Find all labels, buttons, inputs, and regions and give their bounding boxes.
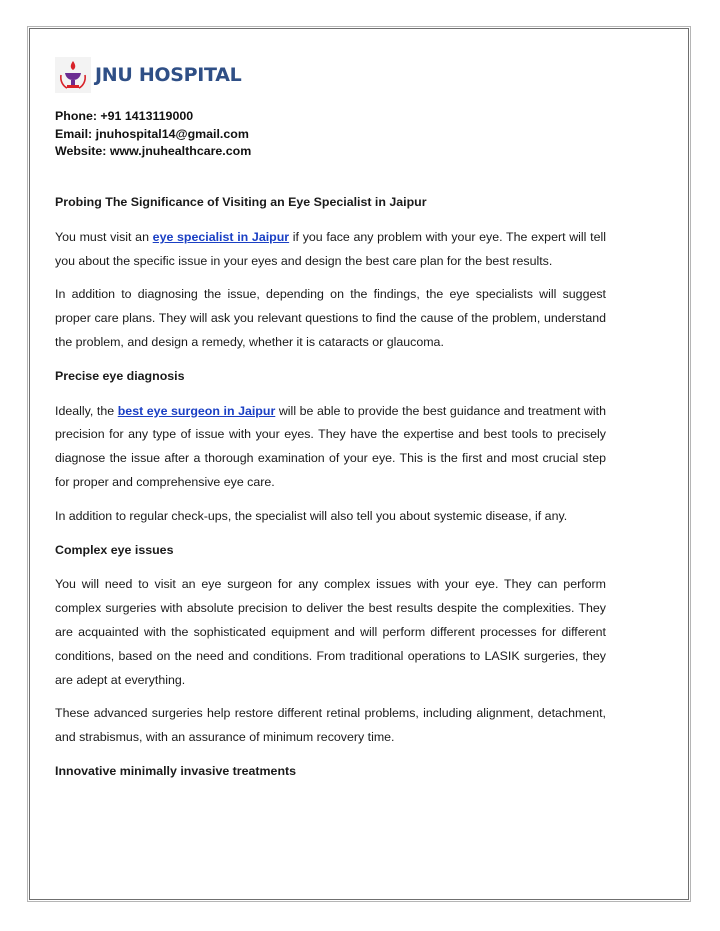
phone-line: Phone: +91 1413119000: [55, 109, 194, 123]
heading-complex-issues: Complex eye issues: [55, 542, 174, 557]
hospital-logo: [55, 57, 241, 93]
paragraph-diagnosis-intro: In addition to diagnosing the issue, depending on the findings, the eye specialists will suggest proper care plans. They will ask you relevant questions to find the cause of the problem, understand the problem, and design a remedy, whether it is cataracts or glaucoma.: [55, 287, 606, 349]
email-line: Email: jnuhospital14@gmail.com: [55, 126, 249, 141]
article-body: [55, 191, 606, 795]
website-line: Website: www.jnuhealthcare.com: [55, 144, 252, 158]
intro-text-before: You must visit an: [55, 229, 153, 244]
paragraph-intro: [55, 226, 606, 274]
best-eye-surgeon-link[interactable]: best eye surgeon in Jaipur: [117, 403, 276, 418]
lamp-logo-icon: [55, 57, 91, 93]
paragraph-advanced-surgeries: These advanced surgeries help restore different retinal problems, including alignment, detachment, and strabismus, with an assurance of minimum recovery time.: [55, 706, 606, 745]
intro-text-after: if you face any problem with your eye. The expert will tell you about the specific issue in your eyes and design the best care plan for the best results.: [55, 229, 606, 268]
heading-precise-diagnosis: Precise eye diagnosis: [55, 368, 185, 383]
paragraph-eye-surgeon: [55, 400, 606, 495]
contact-block: [55, 108, 251, 161]
article-title: Probing The Significance of Visiting an Eye Specialist in Jaipur: [55, 195, 427, 209]
heading-innovative-treatments: Innovative minimally invasive treatments: [55, 763, 297, 778]
logo-text: JNU HOSPITAL: [95, 64, 242, 86]
surgeon-text-after: will be able to provide the best guidance and treatment with precision for any type of issue with your eyes. They have the expertise and best tools to precisely diagnose the issue after a thorough examination of your eye. This is the first and most crucial step for proper and comprehensive eye care.: [55, 403, 607, 489]
surgeon-text-before: Ideally, the: [55, 403, 118, 418]
paragraph-checkups: In addition to regular check-ups, the specialist will also tell you about systemic disease, if any.: [55, 508, 568, 523]
paragraph-complex-surgeries: You will need to visit an eye surgeon for any complex issues with your eye. They can perform complex surgeries with absolute precision to deliver the best results despite the complexities. They are acquainted with the sophisticated equipment and will perform different processes for different conditions, based on the need and conditions. From traditional operations to LASIK surgeries, they are adept at everything.: [55, 577, 606, 687]
eye-specialist-link[interactable]: eye specialist in Jaipur: [152, 229, 290, 244]
